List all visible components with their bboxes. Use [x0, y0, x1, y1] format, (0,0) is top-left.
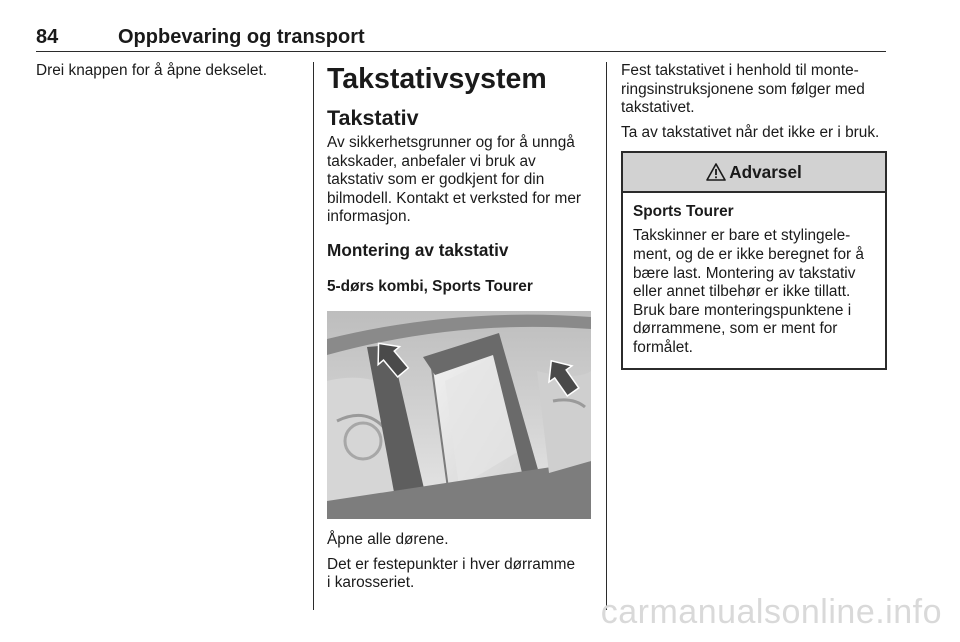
warning-subtitle: Sports Tourer	[633, 203, 734, 221]
paragraph	[621, 62, 887, 118]
paragraph: Åpne alle dørene.	[327, 530, 449, 548]
variant-heading: 5-dørs kombi, Sports Tourer	[327, 277, 533, 295]
text-line: eller annet tilbehør er ikke tillatt.	[633, 283, 851, 301]
text-line: takskader, anbefaler vi bruk av	[327, 152, 536, 170]
header-rule	[36, 51, 886, 52]
text-line: Bruk bare monteringspunktene i	[633, 301, 852, 319]
warning-box	[621, 151, 887, 369]
text-line: takstativet.	[621, 99, 695, 117]
page-header	[36, 26, 886, 52]
chapter-title: Oppbevaring og transport	[118, 26, 365, 48]
page-number: 84	[36, 26, 59, 48]
column-right	[621, 62, 887, 370]
text-line: takstativ som er godkjent for din	[327, 171, 545, 189]
warning-title: Advarsel	[729, 161, 802, 182]
text-line: bilmodell. Kontakt et verksted for mer	[327, 189, 582, 207]
text-line: Fest takstativet i henhold til monte-	[621, 62, 859, 79]
warning-body	[623, 193, 885, 367]
column-middle	[327, 62, 597, 593]
text-line: formålet.	[633, 338, 693, 356]
text-line: dørrammene, som er ment for	[633, 320, 838, 338]
text-line: ringsinstruksjonene som følger med	[621, 80, 865, 98]
paragraph	[327, 556, 597, 593]
text-line: informasjon.	[327, 208, 411, 226]
text-line: Takskinner er bare et stylingele-	[633, 227, 851, 245]
mounting-heading: Montering av takstativ	[327, 239, 509, 260]
text-line: bære last. Montering av takstativ	[633, 264, 856, 282]
warning-header	[623, 153, 885, 193]
intro-paragraph	[327, 134, 597, 227]
text-line: Det er festepunkter i hver dørramme	[327, 555, 576, 573]
subsection-title: Takstativ	[327, 106, 419, 130]
column-divider	[313, 62, 314, 610]
column-divider	[606, 62, 607, 610]
column-left	[36, 62, 306, 81]
paragraph: Ta av takstativet når det ikke er i bruk.	[621, 123, 880, 141]
text-line: Av sikkerhetsgrunner og for å unngå	[327, 134, 575, 151]
watermark: carmanualsonline.info	[600, 593, 942, 631]
text-line: i karosseriet.	[327, 574, 415, 592]
door-frame-arrows-illustration	[327, 311, 591, 519]
section-title: Takstativsystem	[327, 63, 547, 95]
text-line: ment, og de er ikke beregnet for å	[633, 245, 864, 263]
warning-text	[633, 227, 875, 357]
paragraph: Drei knappen for å åpne dekselet.	[36, 62, 268, 79]
warning-triangle-icon	[706, 163, 726, 181]
